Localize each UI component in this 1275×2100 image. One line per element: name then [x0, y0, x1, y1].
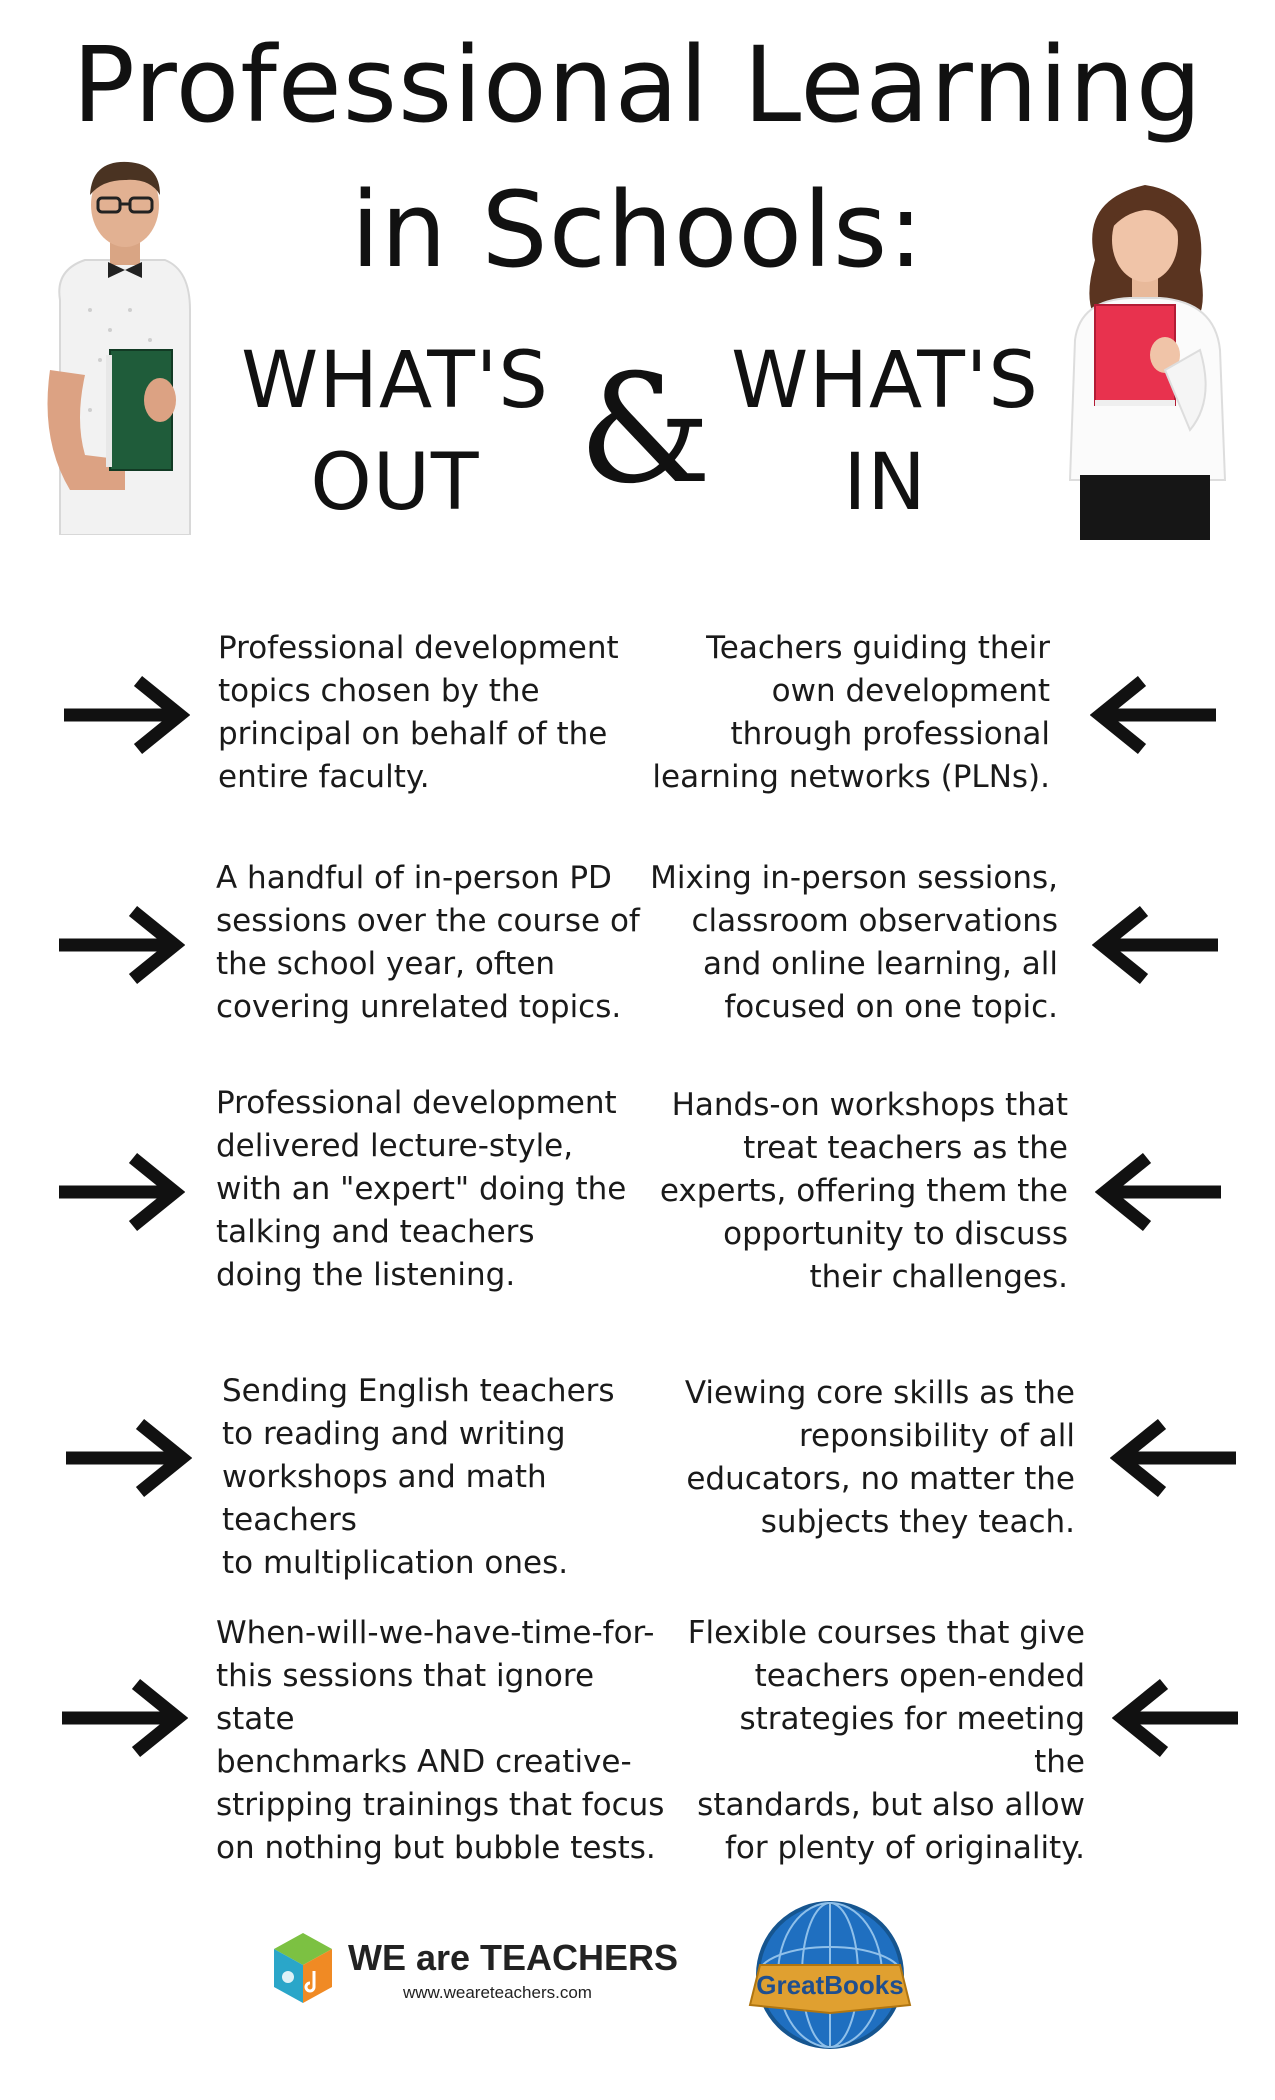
arrow-left-icon: [1112, 1678, 1242, 1758]
arrow-left-icon: [1095, 1152, 1225, 1232]
weareteachers-url[interactable]: www.weareteachers.com: [403, 1983, 592, 2002]
whats-in-line-1: WHAT'S: [731, 336, 1039, 426]
arrow-right-icon: [55, 905, 185, 985]
whats-in-line-2: IN: [843, 438, 927, 528]
whats-in-item-1: Teachers guiding their own development through professional learning networks (PLNs).: [652, 630, 1050, 795]
weareteachers-cube-icon: [268, 1925, 338, 2015]
whats-in-item-3: Hands-on workshops that treat teachers as the experts, offering them the opportunity to discuss their challenges.: [659, 1087, 1068, 1295]
arrow-right-icon: [55, 1152, 185, 1232]
arrow-right-icon: [58, 1678, 188, 1758]
whats-out-line-1: WHAT'S: [241, 336, 549, 426]
whats-in-item-4: Viewing core skills as the reponsibility of all educators, no matter the subjects they teach.: [684, 1375, 1075, 1540]
whats-out-item-2: A handful of in-person PD sessions over the course of the school year, often covering unrelated topics.: [216, 860, 640, 1025]
ampersand: &: [578, 343, 712, 517]
arrow-right-icon: [62, 1418, 192, 1498]
whats-out-item-1: Professional development topics chosen by the principal on behalf of the entire faculty.: [218, 630, 619, 795]
whats-out-item-4: Sending English teachers to reading and writing workshops and math teachers to multiplication ones.: [222, 1373, 615, 1581]
greatbooks-name: GreatBooks: [756, 1970, 904, 2000]
whats-out-heading: [230, 330, 560, 534]
arrow-left-icon: [1110, 1418, 1240, 1498]
greatbooks-logo[interactable]: [720, 1895, 940, 2055]
weareteachers-name: WE are TEACHERS: [348, 1937, 679, 1978]
whats-out-line-2: OUT: [310, 438, 480, 528]
teacher-man-illustration: [30, 160, 210, 535]
greatbooks-globe-icon: [720, 1895, 940, 2055]
arrow-left-icon: [1090, 675, 1220, 755]
whats-out-item-3: Professional development delivered lecture-style, with an "expert" doing the talking and teachers doing the listening.: [216, 1085, 627, 1293]
weareteachers-logo[interactable]: [268, 1925, 679, 2015]
page-title-line-1: Professional Learning: [72, 24, 1203, 146]
arrow-left-icon: [1092, 905, 1222, 985]
arrow-right-icon: [60, 675, 190, 755]
whats-in-item-5: Flexible courses that give teachers open-ended strategies for meeting the standards, but also allow for plenty of originality.: [687, 1615, 1085, 1866]
whats-in-heading: [720, 330, 1050, 534]
whats-out-item-5: When-will-we-have-time-for- this sessions that ignore state benchmarks AND creative- stripping trainings that focus on nothing but bubble tests.: [216, 1615, 665, 1866]
whats-in-item-2: Mixing in-person sessions, classroom observations and online learning, all focused on one topic.: [650, 860, 1058, 1025]
teacher-woman-illustration: [1050, 180, 1240, 540]
page-title-line-2: in Schools:: [350, 169, 925, 291]
